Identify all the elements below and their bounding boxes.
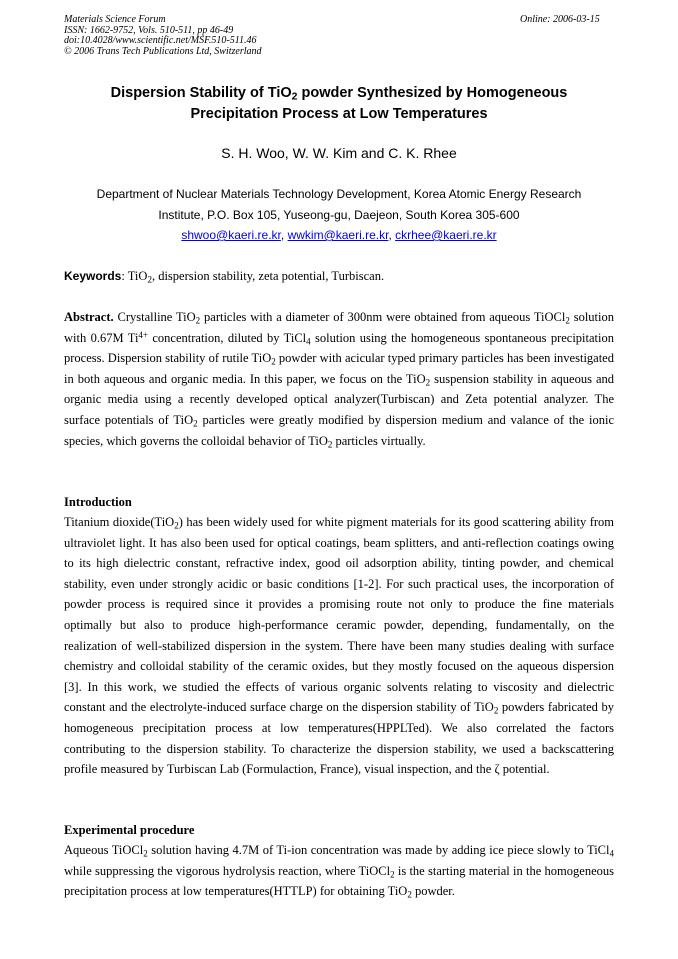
affiliation: [64, 184, 614, 246]
email-list: shwoo@kaeri.re.kr, wwkim@kaeri.re.kr, ckrhee@kaeri.re.kr: [181, 228, 497, 242]
affiliation-line-2: Institute, P.O. Box 105, Yuseong-gu, Daejeon, South Korea 305-600: [158, 207, 520, 222]
experimental-heading: Experimental procedure: [64, 823, 195, 837]
email-link-rhee[interactable]: ckrhee@kaeri.re.kr: [395, 228, 497, 242]
experimental-text: Aqueous TiOCl$_2$ solution having 4.7M of Ti-ion concentration was made by adding ice piece slowly to TiCl$_4$ while suppressing the vigorous hydrolysis reaction, where TiOCl$_2$ is the starting material in the homogeneous precipitation process at low temperatures(HTTLP) for obtaining TiO$_2$ powder.: [64, 843, 614, 900]
abstract: Abstract. Crystalline TiO$_2$ particles with a diameter of 300nm were obtained from aqueous TiOCl$_2$ solution with 0.67M $Ti^{4+}$ concentration, diluted by TiCl$_4$ solution using the homogeneous spontaneous precipitation process. Dispersion stability of rutile TiO$_2$ powder with acicular typed primary particles has been investigated in both aqueous and organic media. In this paper, we focus on the TiO$_2$ suspension stability in aqueous and organic media using a recently developed optical analyzer(Turbiscan) and Zeta potential analyzer. The surface potentials of TiO$_2$ particles were greatly modified by dispersion medium and valance of the ionic species, which governs the colloidal behavior of TiO$_2$ particles virtually.: [64, 310, 615, 449]
online-date: Online: 2006-03-15: [520, 14, 600, 25]
keywords-label: Keywords: [64, 269, 122, 283]
keywords: Keywords: TiO$_2$, dispersion stability, zeta potential, Turbiscan.: [64, 269, 385, 285]
journal-header: [64, 15, 262, 57]
copyright-line: © 2006 Trans Tech Publications Ltd, Switzerland: [64, 45, 262, 57]
introduction-text: Titanium dioxide(TiO$_2$) has been widely used for white pigment materials for its good scattering ability from ultraviolet light. It has also been used for optical coatings, beam splitters, and anti-reflection coatings owing to its high dielectric constant, refractive index, good oil adsorption ability, tinting powder, and chemical stability, even under strongly acidic or basic conditions [1-2]. For such practical uses, the incorporation of powder process is required since it provides a promising route not only to produce the fine materials optimally but also to produce high-performance ceramic powder, depending, fundamentally, on the realization of well-stabilized dispersion in the system. There have been many studies dealing with surface chemistry and colloidal stability of the ceramic oxides, but they mostly focused on the aqueous dispersion [3]. In this work, we studied the effects of various organic solvents relating to viscosity and dielectric constant and the electrolyte-induced surface charge on the dispersion stability of TiO$_2$ powders fabricated by homogeneous precipitation process at low temperatures(HPPLTed). We also correlated the factors contributing to the dispersion stability. To characterize the dispersion stability, we used a backscattering profile measured by Turbiscan Lab (Formulaction, France), visual inspection, and the ζ potential.: [64, 515, 614, 777]
email-link-woo[interactable]: shwoo@kaeri.re.kr: [181, 228, 281, 242]
paper-title: [64, 83, 614, 125]
journal-name: Materials Science Forum: [64, 14, 166, 25]
issn-line: ISSN: 1662-9752, Vols. 510-511, pp 46-49: [64, 24, 234, 36]
introduction-heading: Introduction: [64, 495, 132, 509]
title-line-2: Precipitation Process at Low Temperatures: [190, 106, 488, 122]
email-link-kim[interactable]: wwkim@kaeri.re.kr: [287, 228, 389, 242]
author-list: S. H. Woo, W. W. Kim and C. K. Rhee: [221, 145, 457, 161]
affiliation-line-1: Department of Nuclear Materials Technology Development, Korea Atomic Energy Research: [96, 187, 582, 201]
doi-line: doi:10.4028/www.scientific.net/MSF.510-511.46: [64, 35, 257, 46]
title-line-1: Dispersion Stability of TiO$_2$ powder Synthesized by Homogeneous: [110, 85, 568, 103]
abstract-label: Abstract.: [64, 310, 114, 324]
